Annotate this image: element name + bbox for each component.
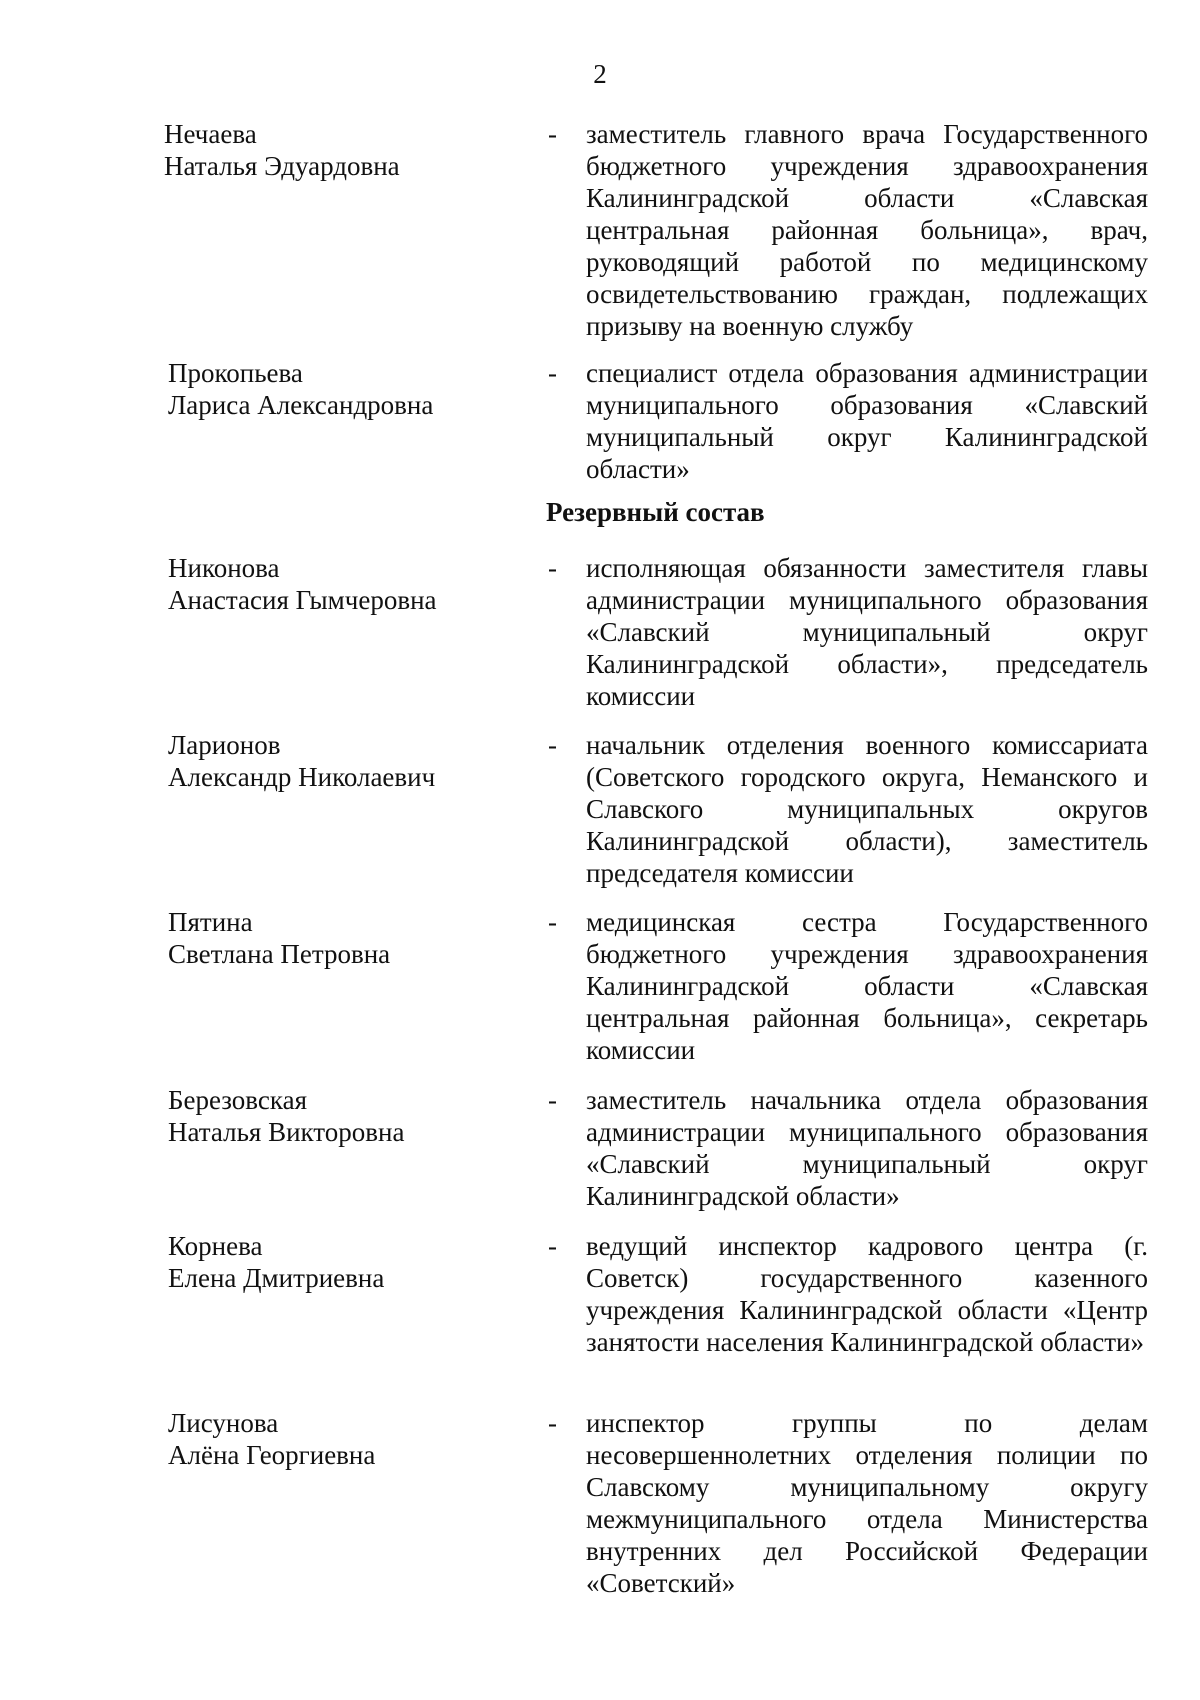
- member-name: [168, 357, 498, 421]
- member-given-names: Лариса Александровна: [168, 390, 434, 420]
- member-name: [168, 906, 498, 970]
- member-given-names: Наталья Эдуардовна: [164, 151, 400, 181]
- member-surname: Березовская: [168, 1085, 307, 1115]
- member-given-names: Анастасия Гымчеровна: [168, 585, 437, 615]
- member-name: [168, 552, 498, 616]
- member-position: исполняющая обязанности заместителя главы администрации муниципального образования «Славский муниципальный округ Калининградской области», председатель комиссии: [586, 553, 1148, 711]
- member-position: заместитель начальника отдела образования администрации муниципального образования «Славский муниципальный округ Калининградской области»: [586, 1085, 1148, 1211]
- dash-separator: -: [548, 1408, 557, 1438]
- member-given-names: Александр Николаевич: [168, 762, 436, 792]
- member-name: [168, 1230, 498, 1294]
- member-position: начальник отделения военного комиссариата (Советского городского округа, Неманского и Славского муниципальных округов Калининградской области), заместитель председателя комиссии: [586, 730, 1148, 888]
- member-position: специалист отдела образования администрации муниципального образования «Славский муниципальный округ Калининградской области»: [586, 358, 1148, 484]
- member-given-names: Наталья Викторовна: [168, 1117, 405, 1147]
- member-surname: Никонова: [168, 553, 280, 583]
- member-surname: Лисунова: [168, 1408, 279, 1438]
- dash-separator: -: [548, 907, 557, 937]
- member-given-names: Светлана Петровна: [168, 939, 391, 969]
- dash-separator: -: [548, 730, 557, 760]
- page-number: 2: [593, 59, 607, 89]
- member-position: инспектор группы по делам несовершеннолетних отделения полиции по Славскому муниципальному округу межмуниципального отдела Министерства внутренних дел Российской Федерации «Советский»: [586, 1408, 1148, 1598]
- member-surname: Прокопьева: [168, 358, 303, 388]
- section-heading-reserve: Резервный состав: [546, 497, 765, 527]
- member-position: заместитель главного врача Государственного бюджетного учреждения здравоохранения Калининградской области «Славская центральная районная больница», врач, руководящий работой по медицинскому освидетельствованию граждан, подлежащих призыву на военную службу: [586, 119, 1148, 341]
- member-surname: Ларионов: [168, 730, 281, 760]
- dash-separator: -: [548, 119, 557, 149]
- member-given-names: Елена Дмитриевна: [168, 1263, 385, 1293]
- member-name: [168, 1407, 498, 1471]
- dash-separator: -: [548, 358, 557, 388]
- member-name: [168, 1084, 498, 1148]
- dash-separator: -: [548, 1085, 557, 1115]
- dash-separator: -: [548, 1231, 557, 1261]
- member-surname: Нечаева: [164, 119, 257, 149]
- member-surname: Корнева: [168, 1231, 263, 1261]
- member-surname: Пятина: [168, 907, 253, 937]
- member-position: ведущий инспектор кадрового центра (г. Советск) государственного казенного учреждения Калининградской области «Центр занятости населения Калининградской области»: [586, 1231, 1148, 1357]
- member-name: [164, 118, 494, 182]
- dash-separator: -: [548, 553, 557, 583]
- member-position: медицинская сестра Государственного бюджетного учреждения здравоохранения Калининградской области «Славская центральная районная больница», секретарь комиссии: [586, 907, 1148, 1065]
- member-name: [168, 729, 498, 793]
- member-given-names: Алёна Георгиевна: [168, 1440, 376, 1470]
